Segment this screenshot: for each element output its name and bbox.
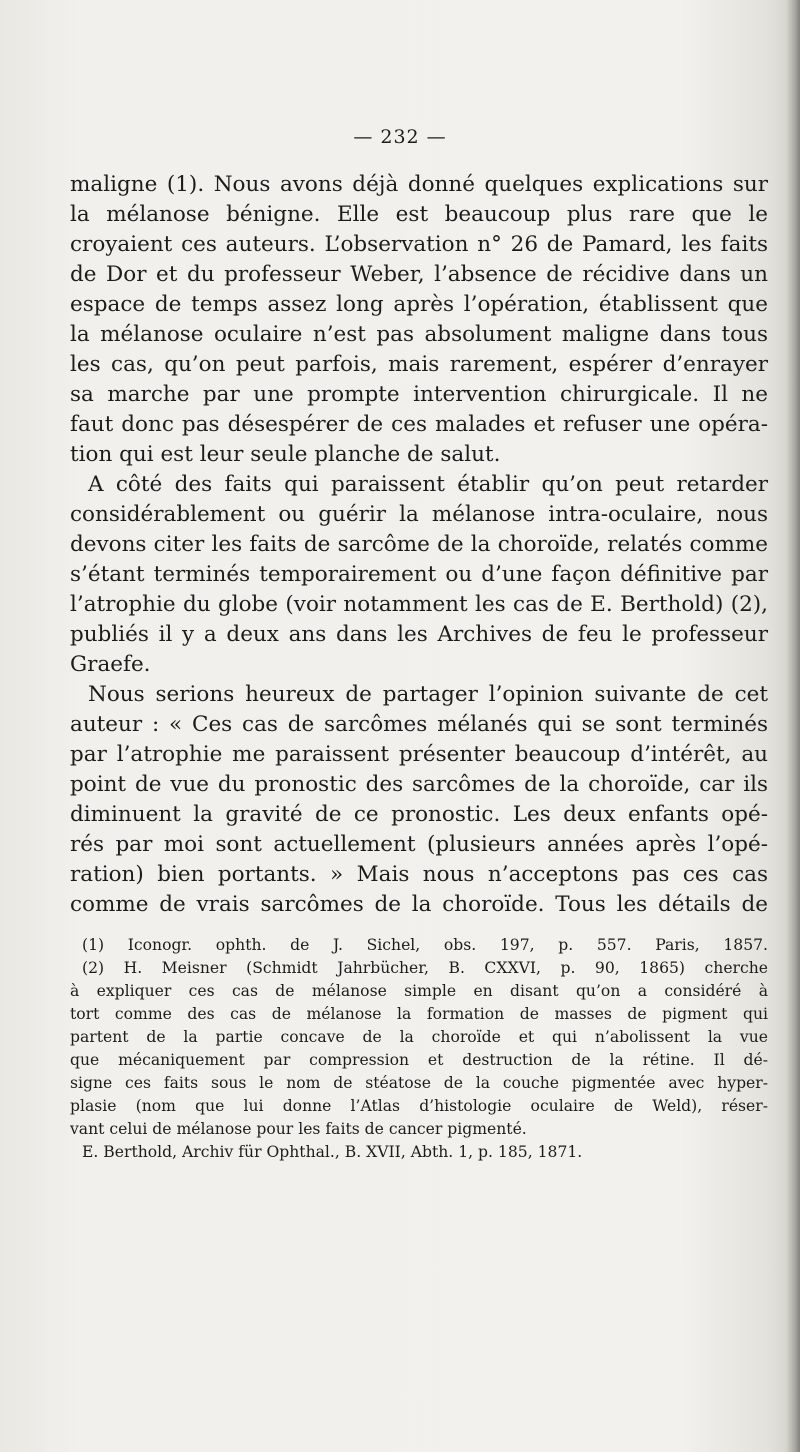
page-number: — 232 — [353, 126, 447, 148]
page-edge-shadow [786, 0, 800, 1452]
footnote-line: à expliquer ces cas de mélanose simple en disant qu’on a considéré à [70, 982, 768, 1000]
body-line: la mélanose bénigne. Elle est beaucoup plus rare que le [70, 202, 768, 227]
body-line: comme de vrais sarcômes de la choroïde. Tous les détails de [70, 892, 768, 917]
body-line: point de vue du pronostic des sarcômes de la choroïde, car ils [70, 772, 768, 797]
body-line: les cas, qu’on peut parfois, mais rarement, espérer d’enrayer [70, 352, 768, 377]
footnote-line: E. Berthold, Archiv für Ophthal., B. XVII, Abth. 1, p. 185, 1871. [82, 1143, 583, 1161]
body-line: auteur : « Ces cas de sarcômes mélanés qui se sont terminés [70, 712, 768, 737]
body-line: l’atrophie du globe (voir notamment les cas de E. Berthold) (2), [70, 592, 768, 617]
body-line: Nous serions heureux de partager l’opinion suivante de cet [88, 682, 768, 707]
body-line: espace de temps assez long après l’opération, établissent que [70, 292, 768, 317]
footnote-line: signe ces faits sous le nom de stéatose de la couche pigmentée avec hyper- [70, 1074, 768, 1092]
body-line: ration) bien portants. » Mais nous n’acceptons pas ces cas [70, 862, 768, 887]
body-line: maligne (1). Nous avons déjà donné quelques explications sur [70, 172, 768, 197]
footnote-line: que mécaniquement par compression et destruction de la rétine. Il dé- [70, 1051, 768, 1069]
body-line: la mélanose oculaire n’est pas absolument maligne dans tous [70, 322, 768, 347]
body-line: faut donc pas désespérer de ces malades et refuser une opéra- [70, 412, 768, 437]
body-line: devons citer les faits de sarcôme de la choroïde, relatés comme [70, 532, 768, 557]
body-line: A côté des faits qui paraissent établir qu’on peut retarder [88, 472, 768, 497]
footnote-line: tort comme des cas de mélanose la formation de masses de pigment qui [70, 1005, 768, 1023]
body-line: croyaient ces auteurs. L’observation n° 26 de Pamard, les faits [70, 232, 768, 257]
body-line: de Dor et du professeur Weber, l’absence de récidive dans un [70, 262, 768, 287]
body-line: par l’atrophie me paraissent présenter beaucoup d’intérêt, au [70, 742, 768, 767]
footnote-line: (2) H. Meisner (Schmidt Jahrbücher, B. CXXVI, p. 90, 1865) cherche [82, 959, 768, 977]
body-line: Graefe. [70, 652, 151, 677]
footnote-line: plasie (nom que lui donne l’Atlas d’histologie oculaire de Weld), réser- [70, 1097, 768, 1115]
body-line: rés par moi sont actuellement (plusieurs années après l’opé- [70, 832, 768, 857]
body-line: considérablement ou guérir la mélanose intra-oculaire, nous [70, 502, 768, 527]
body-line: diminuent la gravité de ce pronostic. Les deux enfants opé- [70, 802, 768, 827]
body-line: sa marche par une prompte intervention chirurgicale. Il ne [70, 382, 768, 407]
footnote-line: partent de la partie concave de la choroïde et qui n’abolissent la vue [70, 1028, 768, 1046]
footnote-line: (1) Iconogr. ophth. de J. Sichel, obs. 197, p. 557. Paris, 1857. [82, 936, 768, 954]
body-line: publiés il y a deux ans dans les Archives de feu le professeur [70, 622, 768, 647]
footnote-line: vant celui de mélanose pour les faits de cancer pigmenté. [70, 1120, 527, 1138]
body-line: s’étant terminés temporairement ou d’une façon définitive par [70, 562, 768, 587]
body-line: tion qui est leur seule planche de salut. [70, 442, 501, 467]
